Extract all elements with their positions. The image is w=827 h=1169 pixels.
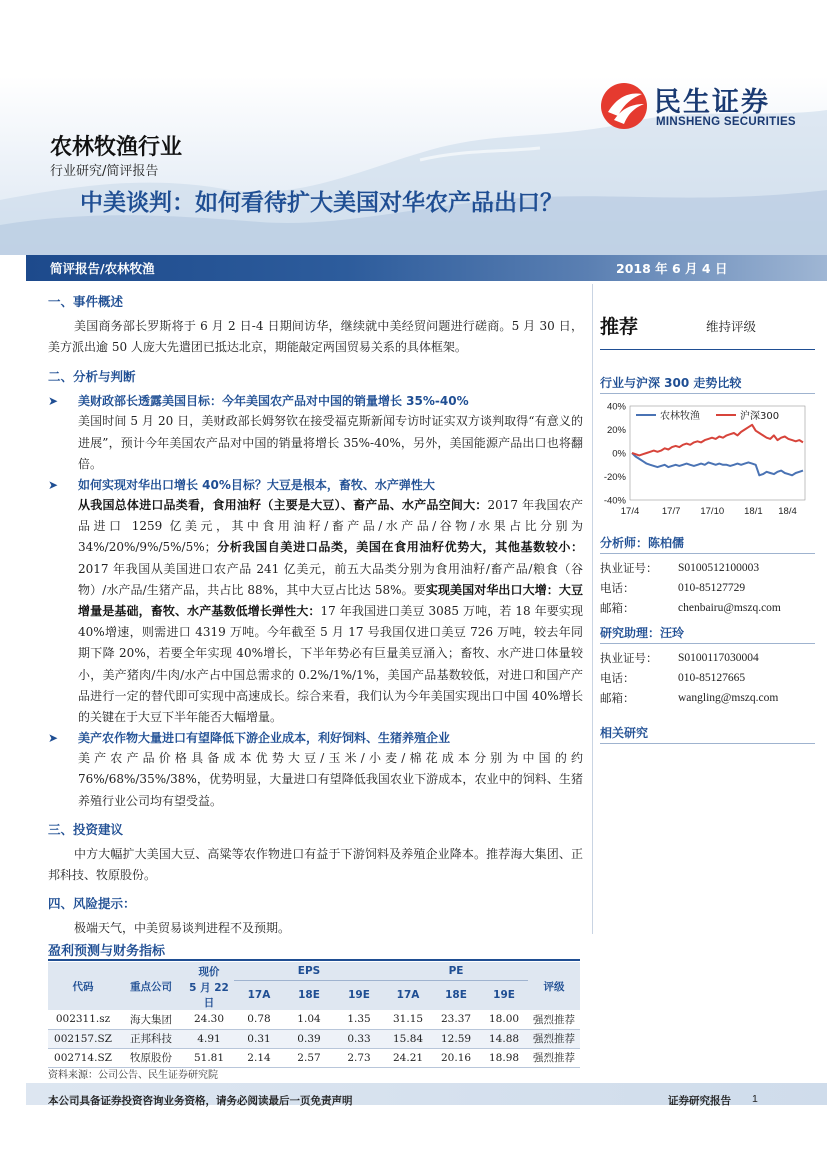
- cell-code: 002157.SZ: [48, 1029, 118, 1048]
- cell-pe-17a: 24.21: [384, 1048, 432, 1067]
- arrow-bullet-icon: ➤: [48, 478, 59, 493]
- contact-row: [600, 558, 815, 578]
- contact-label: 执业证号：: [600, 651, 658, 665]
- cell-eps-19e: 2.73: [334, 1048, 384, 1067]
- report-date: 2018 年 6 月 4 日: [616, 261, 728, 276]
- cell-company: 正邦科技: [118, 1029, 184, 1048]
- page-number: 1: [752, 1093, 758, 1105]
- cell-eps-17a: 2.14: [234, 1048, 284, 1067]
- bold-lead: 分析我国自美进口品类，美国在食用油籽优势大，其他基数较小：: [216, 540, 583, 555]
- cell-eps-18e: 0.39: [284, 1029, 334, 1048]
- body-text: 2017 年我国农产品进口 1259 亿美元，其中食用油籽/畜产品/水产品/谷物/水果占比分别为 34%/20%/9%/5%/5%；: [78, 498, 583, 555]
- assistant-contact: [600, 648, 815, 708]
- bullet-heading: [48, 475, 583, 495]
- table-title-rule: [48, 959, 580, 961]
- footer-label: 证券研究报告: [668, 1095, 731, 1107]
- cell-eps-17a: 0.31: [234, 1029, 284, 1048]
- bold-lead: 实现美国对华出口大增：大豆增量是基础，畜牧、水产基数低增长弹性大：: [78, 582, 583, 619]
- contact-label: 电话：: [600, 581, 635, 595]
- header-eps: EPS: [234, 962, 384, 980]
- contact-value: 010-85127665: [678, 672, 746, 684]
- y-tick-label: -20%: [603, 472, 626, 483]
- cell-pe-17a: 31.15: [384, 1010, 432, 1029]
- report-title: 中美谈判：如何看待扩大美国对华农产品出口？: [80, 190, 563, 216]
- assistant-heading: 研究助理：汪玲: [600, 622, 815, 644]
- brand-name-cn: 民生证券: [654, 87, 770, 118]
- cell-price: 51.81: [184, 1048, 234, 1067]
- industry-title: 农林牧渔行业: [50, 135, 183, 160]
- report-category: 简评报告/农林牧渔: [50, 261, 155, 276]
- arrow-bullet-icon: ➤: [48, 731, 59, 746]
- cell-pe-19e: 14.88: [480, 1029, 528, 1048]
- chart-heading: 行业与沪深 300 走势比较: [600, 372, 815, 394]
- header-price-date: 5 月 22 日: [184, 980, 234, 1010]
- report-header: [0, 0, 827, 255]
- cell-rating: 强烈推荐: [528, 1029, 580, 1048]
- body-text: 2017 年我国从美国进口农产品 241 亿美元，前五大品类分别为食用油籽/畜产品/粮食（谷物）/水产品/生猪产品，共占比 88%，其中大豆占比达 58%。: [78, 561, 583, 597]
- page-footer: [0, 1083, 827, 1169]
- cell-pe-18e: 23.37: [432, 1010, 480, 1029]
- cell-pe-18e: 20.16: [432, 1048, 480, 1067]
- x-tick-label: 18/4: [778, 506, 797, 517]
- report-category-band: [26, 255, 827, 281]
- sidebar: [600, 292, 815, 744]
- cell-code: 002311.sz: [48, 1010, 118, 1029]
- cell-eps-18e: 1.04: [284, 1010, 334, 1029]
- cell-eps-18e: 2.57: [284, 1048, 334, 1067]
- rating: 推荐: [600, 316, 639, 338]
- cell-eps-17a: 0.78: [234, 1010, 284, 1029]
- header-company: 重点公司: [118, 962, 184, 1010]
- cell-pe-17a: 15.84: [384, 1029, 432, 1048]
- section-title: 二、分析与判断: [48, 369, 136, 385]
- bullet-heading: [48, 391, 583, 411]
- cell-price: 4.91: [184, 1029, 234, 1048]
- section-paragraph: 中方大幅扩大美国大豆、高粱等农作物进口有益于下游饲料及养殖企业降本。推荐海大集团、正邦科技、牧原股份。: [48, 846, 583, 883]
- x-tick-label: 18/1: [744, 506, 763, 517]
- analyst-heading: 分析师：陈柏儒: [600, 532, 815, 554]
- contact-row: [600, 688, 815, 708]
- bold-lead: 从我国总体进口品类看，食用油籽（主要是大豆）、畜产品、水产品空间大：: [78, 498, 488, 513]
- cell-eps-19e: 0.33: [334, 1029, 384, 1048]
- bullet-paragraph: 美国时间 5 月 20 日，美财政部长姆努钦在接受福克斯新闻专访时证实双方谈判取得“有意义的进展”，预计今年美国农产品对中国的销量将增长 35%-40%，另外，美国能源产品出口也将翻倍。: [78, 414, 583, 471]
- rating-box: [600, 292, 815, 350]
- x-tick-label: 17/4: [620, 506, 640, 517]
- section-title: 四、风险提示：: [48, 896, 136, 912]
- arrow-bullet-icon: ➤: [48, 394, 59, 409]
- header-year: 18E: [284, 980, 334, 1010]
- brand-name-en: MINSHENG SECURITIES: [656, 116, 796, 128]
- header-pe: PE: [384, 962, 528, 980]
- contact-row: [600, 578, 815, 598]
- legend-label-csi300: 沪深300: [740, 411, 780, 422]
- cell-price: 24.30: [184, 1010, 234, 1029]
- cell-pe-19e: 18.98: [480, 1048, 528, 1067]
- analyst-contact: [600, 558, 815, 618]
- section-title: 一、事件概述: [48, 294, 124, 309]
- body-text: 17 年我国进口美豆 3085 万吨，若 18 年要实现 40%增速，则需进口 4319 万吨。今年截至 5 月 17 号我国仅进口美豆 726 万吨，较去年同期下降 20%，若要全年实现 40%增长，下半年势必有巨量美豆涌入；畜牧、水产进口体量较小，美产猪肉/牛肉/水产占中国总需求的 0.2%/1%/1%，美国产品基数较低，对进口和国产产品进行一定的替代即可实现中高速成长。综合来看，我们认为今年美国实现出口中国 40%增长的关键在于大豆下半年能否大幅增量。: [78, 604, 583, 725]
- header-year: 17A: [384, 980, 432, 1010]
- performance-chart: [600, 400, 815, 522]
- header-rating: 评级: [528, 962, 580, 1010]
- financial-table-title: 盈利预测与财务指标: [48, 944, 166, 959]
- header-year: 19E: [480, 980, 528, 1010]
- section-paragraph: 极端天气，中美贸易谈判进程不及预期。: [74, 921, 291, 936]
- minsheng-logo: [600, 80, 800, 136]
- cell-pe-19e: 18.00: [480, 1010, 528, 1029]
- y-tick-label: -40%: [603, 495, 626, 507]
- performance-chart-svg: [600, 400, 815, 522]
- table-row: [48, 1029, 580, 1048]
- body-text: 要: [413, 582, 426, 597]
- table-source: 资料来源：公司公告、民生证券研究院: [48, 1070, 218, 1081]
- bullet-paragraph: [48, 495, 583, 728]
- analyst-email-link[interactable]: chenbairu@mszq.com: [678, 602, 781, 614]
- bullet-heading-text: 如何实现对华出口增长 40%目标？大豆是根本，畜牧、水产弹性大: [78, 478, 435, 493]
- contact-label: 邮箱：: [600, 601, 635, 615]
- cell-company: 牧原股份: [118, 1048, 184, 1067]
- contact-label: 邮箱：: [600, 691, 635, 705]
- bullet-heading-text: 美产农作物大量进口有望降低下游企业成本，利好饲料、生猪养殖企业: [78, 731, 451, 746]
- table-row: [48, 1010, 580, 1029]
- report-type: 行业研究/简评报告: [50, 164, 159, 179]
- y-tick-label: 40%: [606, 401, 626, 413]
- section-title: 三、投资建议: [48, 821, 124, 837]
- cell-eps-19e: 1.35: [334, 1010, 384, 1029]
- y-tick-label: 20%: [606, 425, 626, 436]
- contact-label: 电话：: [600, 671, 635, 685]
- series-line-csi300: [632, 425, 803, 456]
- series-line-industry: [632, 453, 803, 475]
- related-research-heading: 相关研究: [600, 722, 815, 744]
- cell-pe-18e: 12.59: [432, 1029, 480, 1048]
- cell-rating: 强烈推荐: [528, 1048, 580, 1067]
- header-year: 19E: [334, 980, 384, 1010]
- cell-rating: 强烈推荐: [528, 1010, 580, 1029]
- y-tick-label: 0%: [612, 448, 626, 460]
- header-price: 现价: [184, 962, 234, 980]
- table-row: [48, 1048, 580, 1067]
- footer-disclaimer: 本公司具备证券投资咨询业务资格，请务必阅读最后一页免责声明: [48, 1095, 353, 1107]
- contact-label: 执业证号：: [600, 561, 658, 575]
- header-year: 18E: [432, 980, 480, 1010]
- cell-code: 002714.SZ: [48, 1048, 118, 1067]
- contact-value: 010-85127729: [678, 582, 746, 594]
- header-year: 17A: [234, 980, 284, 1010]
- contact-row: [600, 648, 815, 668]
- legend-label-industry: 农林牧渔: [660, 411, 700, 422]
- x-tick-label: 17/7: [661, 506, 681, 517]
- contact-value: S0100512100003: [678, 562, 760, 574]
- contact-value: S0100117030004: [678, 652, 759, 664]
- rating-note: 维持评级: [706, 319, 757, 334]
- contact-row: [600, 668, 815, 688]
- minsheng-logo-icon: [600, 82, 648, 130]
- header-code: 代码: [48, 962, 118, 1010]
- bullet-heading: [48, 728, 583, 748]
- sidebar-divider: [592, 284, 593, 934]
- cell-company: 海大集团: [118, 1010, 184, 1029]
- assistant-email-link[interactable]: wangling@mszq.com: [678, 692, 779, 704]
- section-paragraph: 美国商务部长罗斯将于 6 月 2 日-4 日期间访华，继续就中美经贸问题进行磋商。5 月 30 日，美方派出逾 50 人庞大先遣团已抵达北京，期能敲定两国贸易关系的具体框架。: [48, 319, 583, 355]
- x-tick-label: 17/10: [700, 506, 725, 517]
- main-content: [48, 292, 583, 939]
- bullet-paragraph: 美产农产品价格具备成本优势大豆/玉米/小麦/棉花成本分别为中国的约 76%/68%/35%/38%，优势明显，大量进口有望降低我国农业下游成本，农业中的饲料、生猪养殖行业公司均有望受益。: [78, 751, 583, 808]
- contact-row: [600, 598, 815, 618]
- financial-table: [48, 962, 580, 1068]
- bullet-heading-text: 美财政部长透露美国目标：今年美国农产品对中国的销量增长 35%-40%: [78, 394, 469, 409]
